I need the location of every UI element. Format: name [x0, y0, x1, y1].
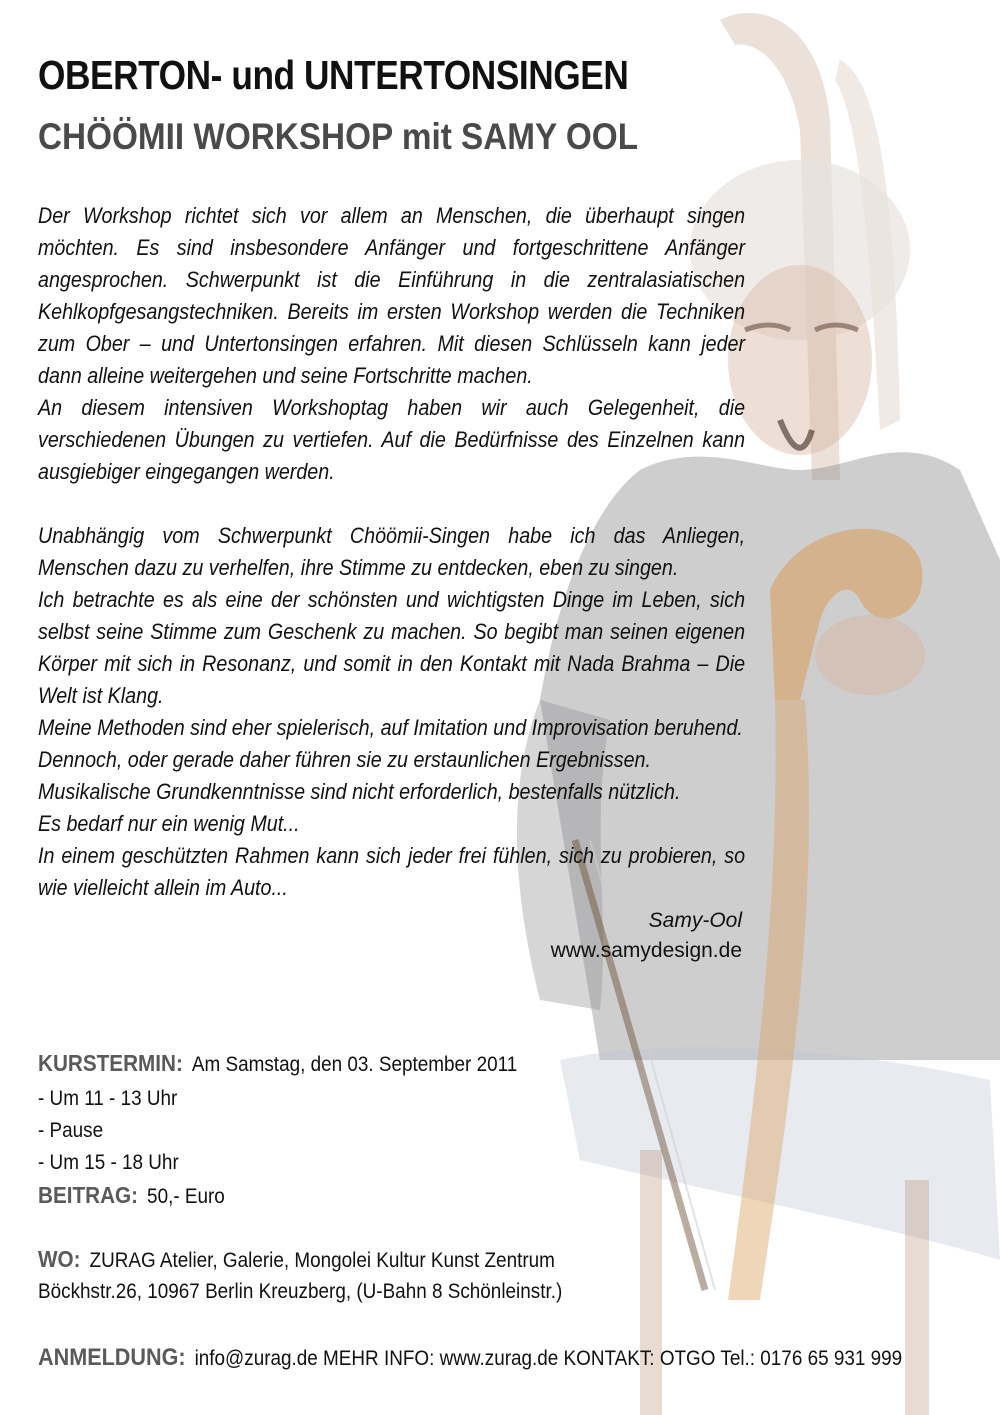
time-slot-2: - Um 15 - 18 Uhr	[38, 1151, 179, 1174]
kurstermin-value: Am Samstag, den 03. September 2011	[191, 1053, 518, 1076]
signature-name: Samy-Ool	[648, 909, 742, 932]
wo-row	[38, 1246, 555, 1273]
signature-website[interactable]: www.samydesign.de	[550, 939, 742, 962]
time-slot-1: - Um 11 - 13 Uhr	[38, 1087, 178, 1110]
wo-label: WO:	[38, 1246, 81, 1272]
anmeldung-value[interactable]: info@zurag.de MEHR INFO: www.zurag.de KONTAKT: OTGO Tel.: 0176 65 931 999	[194, 1347, 903, 1370]
paragraph-freedom: In einem geschützten Rahmen kann sich jeder frei fühlen, sich zu probieren, so wie vielleicht allein im Auto...	[38, 843, 746, 900]
wo-line-1: ZURAG Atelier, Galerie, Mongolei Kultur Kunst Zentrum	[89, 1249, 555, 1272]
beitrag-label: BEITRAG:	[38, 1182, 139, 1208]
kurstermin-row	[38, 1050, 517, 1077]
paragraph-voice: Ich betrachte es als eine der schönsten und wichtigsten Dinge im Leben, sich selbst seine Stimme zum Geschenk zu machen. So begibt man seinen eigenen Körper mit sich in Resonanz, und somit in den Kontakt mit Nada Brahma – Die Welt ist Klang.	[38, 587, 746, 708]
wo-line-2: Böckhstr.26, 10967 Berlin Kreuzberg, (U-Bahn 8 Schönleinstr.)	[38, 1280, 563, 1303]
signature	[551, 906, 742, 966]
page-subtitle: CHÖÖMII WORKSHOP mit SAMY OOL	[38, 116, 639, 157]
paragraph-methods: Meine Methoden sind eher spielerisch, auf Imitation und Improvisation beruhend.	[38, 715, 743, 740]
beitrag-value: 50,- Euro	[147, 1185, 225, 1208]
anmeldung-row	[38, 1344, 902, 1372]
time-slot-pause: - Pause	[38, 1119, 104, 1142]
paragraph-courage: Es bedarf nur ein wenig Mut...	[38, 811, 300, 836]
kurstermin-label: KURSTERMIN:	[38, 1050, 183, 1076]
paragraph-workshop-day: An diesem intensiven Workshoptag haben wir auch Gelegenheit, die verschiedenen Übungen zu vertiefen. Auf die Bedürfnisse des Einzelnen kann ausgiebiger eingegangen werden.	[38, 395, 746, 484]
paragraph-results: Dennoch, oder gerade daher führen sie zu erstaunlichen Ergebnissen.	[38, 747, 651, 772]
beitrag-row	[38, 1182, 225, 1209]
paragraph-knowledge: Musikalische Grundkenntnisse sind nicht erforderlich, bestenfalls nützlich.	[38, 779, 681, 804]
anmeldung-label: ANMELDUNG:	[38, 1344, 186, 1371]
paragraph-concern: Unabhängig vom Schwerpunkt Chöömii-Singen habe ich das Anliegen, Menschen dazu zu verhelfen, ihre Stimme zu entdecken, eben zu singen.	[38, 523, 746, 580]
description	[38, 200, 745, 904]
page-title: OBERTON- und UNTERTONSINGEN	[38, 52, 629, 98]
paragraph-intro: Der Workshop richtet sich vor allem an Menschen, die überhaupt singen möchten. Es sind insbesondere Anfänger und fortgeschrittene Anfänger angesprochen. Schwerpunkt ist die Einführung in die zentralasiatischen Kehlkopfgesangstechniken. Bereits im ersten Workshop werden die Techniken zum Ober – und Untertonsingen erfahren. Mit diesen Schlüsseln kann jeder dann alleine weitergehen und seine Fortschritte machen.	[38, 203, 746, 388]
